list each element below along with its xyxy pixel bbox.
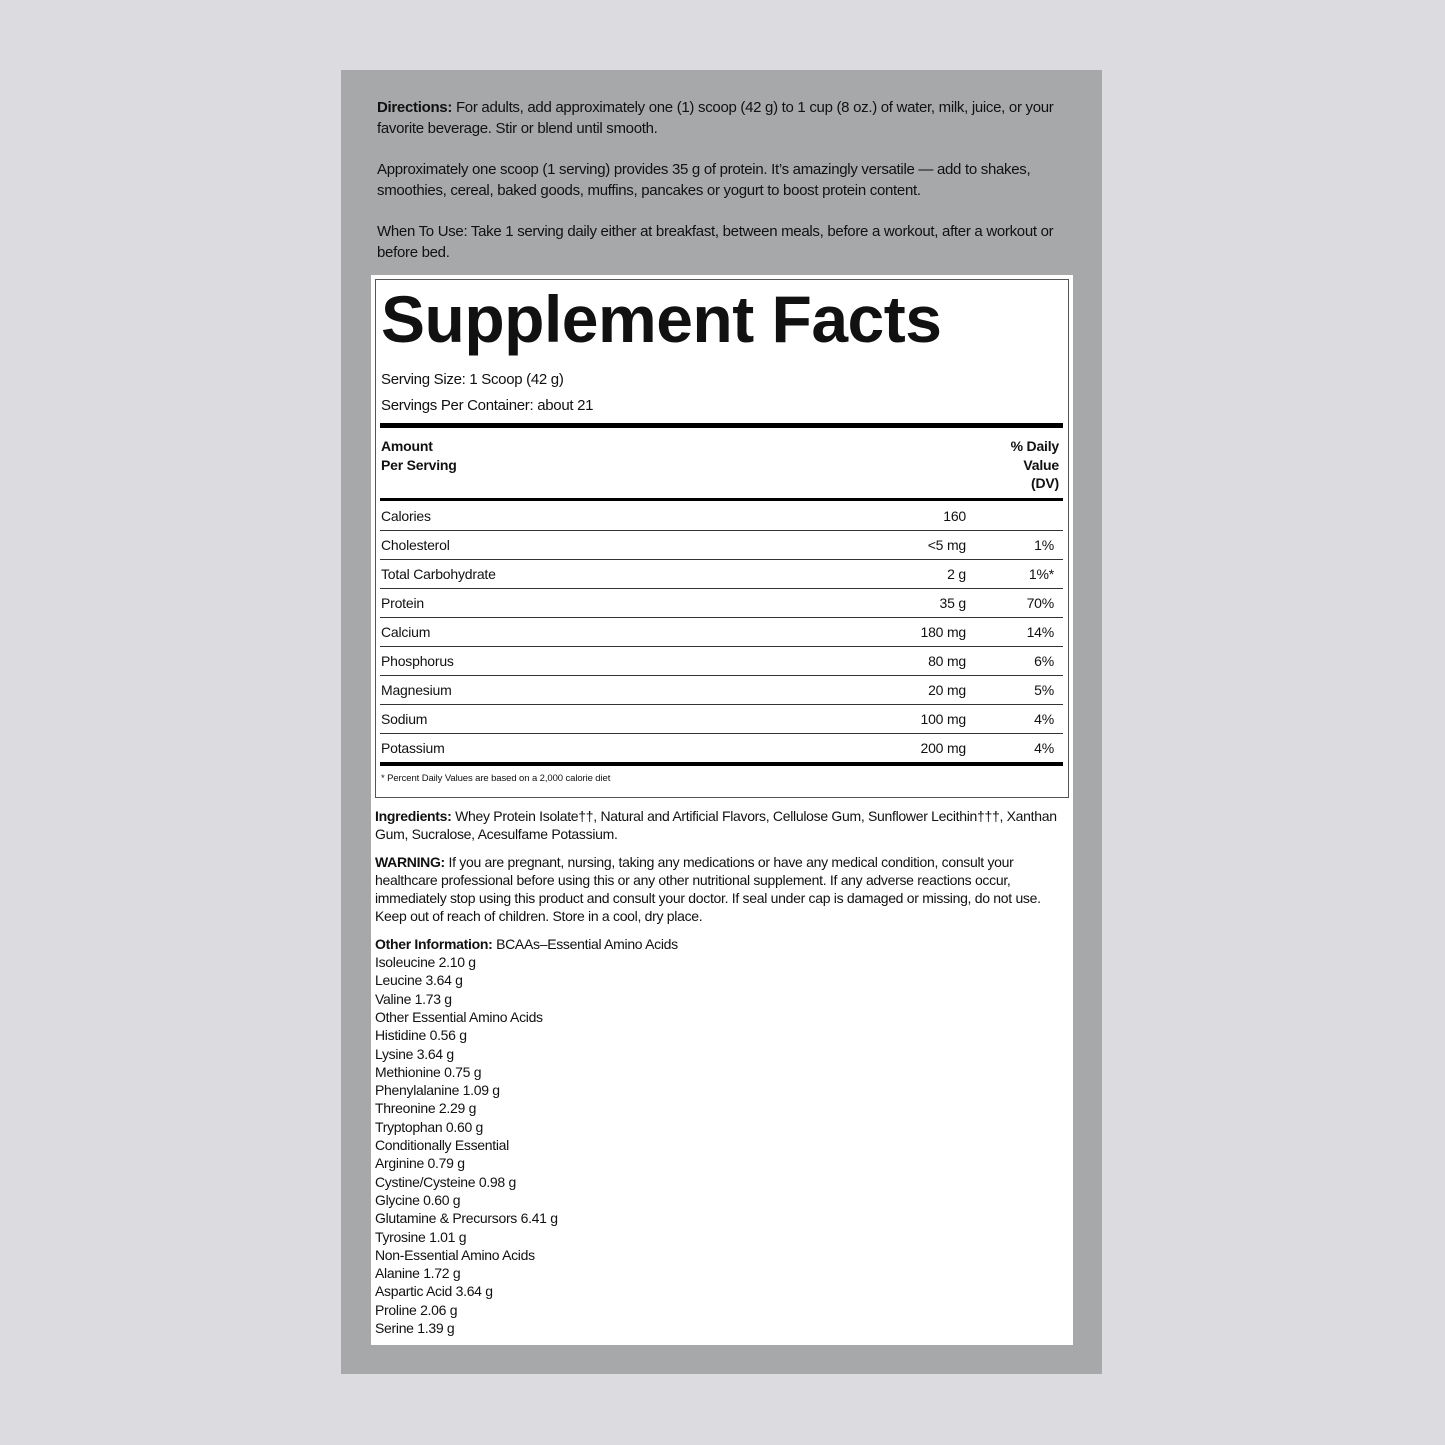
- nutrient-row: [380, 705, 1063, 734]
- nutrient-name: Sodium: [381, 711, 428, 727]
- nutrient-dv: 6%: [1034, 653, 1054, 669]
- nutrient-name: Calcium: [381, 624, 431, 640]
- list-item: Other Essential Amino Acids: [375, 1008, 543, 1025]
- divider-header: [380, 498, 1063, 501]
- nutrient-row: [380, 734, 1063, 762]
- nutrient-amount: 35 g: [939, 595, 966, 611]
- directions-section: [377, 98, 1077, 284]
- nutrient-amount: 100 mg: [920, 711, 966, 727]
- amino-acid-list: [375, 953, 1067, 1337]
- nutrient-dv: 1%*: [1028, 566, 1054, 582]
- nutrient-table: [380, 502, 1063, 762]
- ingredients-text: Whey Protein Isolate††, Natural and Artificial Flavors, Cellulose Gum, Sunflower Lecithin†††, Xanthan Gum, Sucralose, Acesulfame Potassium.: [375, 808, 1057, 843]
- nutrient-row: [380, 589, 1063, 618]
- nutrient-amount: 200 mg: [920, 740, 966, 756]
- list-item: Leucine 3.64 g: [375, 972, 463, 989]
- list-item: Phenylalanine 1.09 g: [375, 1082, 500, 1099]
- daily-value-header: [1011, 437, 1059, 493]
- serving-size: Serving Size: 1 Scoop (42 g): [381, 371, 564, 388]
- nutrient-row: [380, 647, 1063, 676]
- list-item: Tryptophan 0.60 g: [375, 1118, 484, 1135]
- list-item: Conditionally Essential: [375, 1137, 509, 1154]
- list-item: Alanine 1.72 g: [375, 1265, 461, 1282]
- label-information: [375, 807, 1067, 1337]
- nutrient-amount: 2 g: [947, 566, 966, 582]
- nutrient-dv: 4%: [1034, 740, 1054, 756]
- nutrient-name: Potassium: [381, 740, 445, 756]
- dv-footnote: * Percent Daily Values are based on a 2,000 calorie diet: [381, 773, 611, 784]
- warning-paragraph: [375, 853, 1067, 926]
- ingredients-heading: Ingredients:: [375, 808, 452, 824]
- list-item: Lysine 3.64 g: [375, 1045, 454, 1062]
- nutrient-row: [380, 560, 1063, 589]
- nutrient-dv: 1%: [1034, 537, 1054, 553]
- nutrient-dv: 70%: [1026, 595, 1054, 611]
- amount-header: [381, 437, 457, 474]
- list-item: Isoleucine 2.10 g: [375, 954, 476, 971]
- list-item: Non-Essential Amino Acids: [375, 1246, 535, 1263]
- nutrient-name: Total Carbohydrate: [381, 566, 496, 582]
- nutrient-dv: 5%: [1034, 682, 1054, 698]
- list-item: Arginine 0.79 g: [375, 1155, 465, 1172]
- directions-paragraph-3: When To Use: Take 1 serving daily either at breakfast, between meals, before a workout, after a workout or before bed.: [377, 223, 1054, 261]
- warning-text: If you are pregnant, nursing, taking any medications or have any medical condition, consult your healthcare professional before using this or any other nutritional supplement. If any adverse reactions occur, immediately stop using this product and consult your doctor. If seal under cap is damaged or missing, do not use. Keep out of reach of children. Store in a cool, dry place.: [375, 853, 1041, 925]
- nutrient-row: [380, 618, 1063, 647]
- nutrient-row: [380, 531, 1063, 560]
- other-information: [375, 935, 1067, 1338]
- nutrient-name: Calories: [381, 508, 431, 524]
- dv-header-line-2: Value: [1023, 456, 1059, 473]
- ingredients-paragraph: [375, 807, 1067, 844]
- nutrient-row: [380, 502, 1063, 531]
- facts-title: Supplement Facts: [381, 282, 942, 356]
- nutrient-name: Phosphorus: [381, 653, 454, 669]
- supplement-facts-panel: [375, 279, 1069, 798]
- label-white-area: [371, 275, 1073, 1345]
- nutrient-amount: 80 mg: [928, 653, 966, 669]
- other-information-intro: [375, 935, 1067, 953]
- nutrient-name: Cholesterol: [381, 537, 450, 553]
- divider-bottom: [380, 762, 1063, 766]
- divider-thick: [380, 423, 1063, 428]
- nutrient-amount: <5 mg: [927, 537, 966, 553]
- list-item: Threonine 2.29 g: [375, 1100, 477, 1117]
- amount-header-line-2: Per Serving: [381, 456, 457, 473]
- list-item: Methionine 0.75 g: [375, 1063, 482, 1080]
- list-item: Proline 2.06 g: [375, 1301, 458, 1318]
- nutrient-amount: 180 mg: [920, 624, 966, 640]
- dv-header-line-1: % Daily: [1010, 438, 1059, 454]
- list-item: Cystine/Cysteine 0.98 g: [375, 1173, 516, 1190]
- servings-per-container: Servings Per Container: about 21: [381, 397, 594, 414]
- nutrient-dv: 4%: [1034, 711, 1054, 727]
- nutrient-name: Magnesium: [381, 682, 452, 698]
- list-item: Aspartic Acid 3.64 g: [375, 1283, 493, 1300]
- amount-header-line-1: Amount: [381, 438, 433, 454]
- dv-header-line-3: (DV): [1031, 475, 1059, 491]
- nutrient-dv: 14%: [1026, 624, 1054, 640]
- list-item: Serine 1.39 g: [375, 1320, 455, 1337]
- warning-heading: WARNING:: [375, 853, 445, 870]
- list-item: Tyrosine 1.01 g: [375, 1228, 467, 1245]
- directions-paragraph: [377, 98, 1077, 139]
- list-item: Glutamine & Precursors 6.41 g: [375, 1210, 558, 1227]
- directions-paragraph-2: Approximately one scoop (1 serving) provides 35 g of protein. It’s amazingly versatile — add to shakes, smoothies, cereal, baked goods, muffins, pancakes or yogurt to boost protein content.: [377, 161, 1031, 199]
- list-item: Valine 1.73 g: [375, 990, 452, 1007]
- other-information-text: BCAAs–Essential Amino Acids: [496, 935, 678, 952]
- directions-heading: Directions:: [377, 99, 453, 116]
- nutrient-name: Protein: [381, 595, 424, 611]
- product-label: [341, 70, 1102, 1374]
- other-information-heading: Other Information:: [375, 935, 493, 952]
- list-item: Histidine 0.56 g: [375, 1027, 467, 1044]
- nutrient-row: [380, 676, 1063, 705]
- nutrient-amount: 20 mg: [928, 682, 966, 698]
- nutrient-amount: 160: [943, 508, 966, 524]
- list-item: Glycine 0.60 g: [375, 1191, 461, 1208]
- directions-text: For adults, add approximately one (1) scoop (42 g) to 1 cup (8 oz.) of water, milk, juice, or your favorite beverage. Stir or blend until smooth.: [377, 99, 1054, 137]
